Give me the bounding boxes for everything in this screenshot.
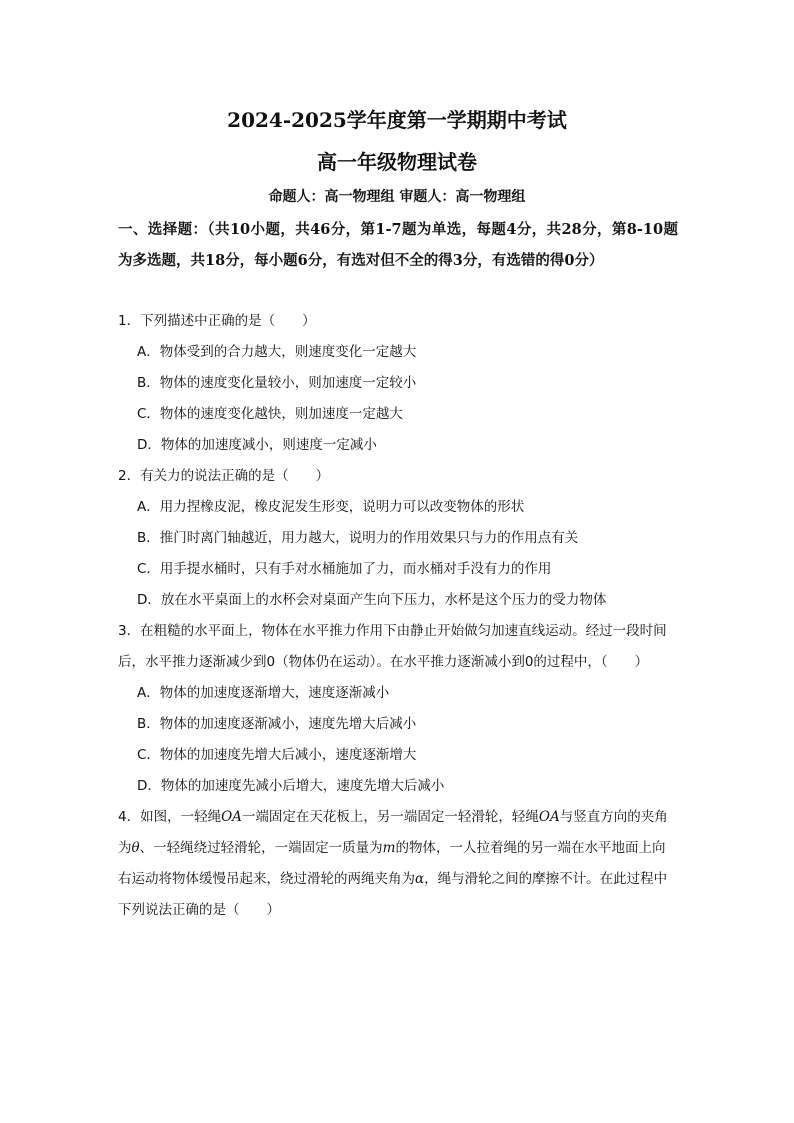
section-heading: 一、选择题：（共10小题，共46分，第1-7题为单选，每题4分，共28分，第8-10题为多选题，共18分，每小题6分，有选对但不全的得3分，有选错的得0分） (118, 221, 678, 269)
question-4-text: ，绳与滑轮之间的摩擦不计。在此过程中下列说法正确的是（ ） (118, 871, 668, 918)
question-2-option-d: D．放在水平桌面上的水杯会对桌面产生向下压力，水杯是这个压力的受力物体 (137, 592, 607, 608)
question-4-text: 的物体，一人拉着绳的另一端在水平地面上向右运动将物体缓慢吊起来，绕过滑轮的两绳夹角为 (118, 840, 666, 887)
exam-subtitle: 高一年级物理试卷 (317, 150, 477, 174)
question-3-option-d: D．物体的加速度先减小后增大，速度先增大后减小 (137, 778, 445, 794)
exam-title: 2024-2025学年度第一学期期中考试 (227, 108, 567, 132)
question-3-option-b: B．物体的加速度逐渐减小，速度先增大后减小 (137, 716, 417, 732)
question-2-option-b: B．推门时离门轴越近，用力越大，说明力的作用效果只与力的作用点有关 (137, 530, 579, 546)
rope-oa-symbol: OA (221, 809, 242, 825)
rope-oa-symbol: OA (538, 809, 560, 825)
question-4-text: 与竖直方向的夹角为 (118, 809, 668, 856)
exam-authors: 命题人：高一物理组 审题人：高一物理组 (268, 189, 526, 205)
question-4-stem (118, 802, 678, 926)
question-1-option-c: C．物体的速度变化越快，则加速度一定越大 (137, 406, 403, 422)
question-3-option-a: A．物体的加速度逐渐增大，速度逐渐减小 (137, 685, 390, 701)
question-1-option-d: D．物体的加速度减小，则速度一定减小 (137, 437, 377, 453)
question-2-stem: 2．有关力的说法正确的是（ ） (118, 468, 330, 484)
question-3-option-c: C．物体的加速度先增大后减小，速度逐渐增大 (137, 747, 417, 763)
theta-symbol: θ (131, 840, 140, 856)
question-3-stem: 3．在粗糙的水平面上，物体在水平推力作用下由静止开始做匀加速直线运动。经过一段时间后，水平推力逐渐减少到0（物体仍在运动）。在水平推力逐渐减小到0的过程中，（ ） (118, 623, 667, 670)
mass-symbol: m (382, 840, 396, 856)
alpha-symbol: α (415, 871, 425, 887)
question-1-stem: 1．下列描述中正确的是（ ） (118, 313, 316, 329)
question-4-text: 、一轻绳绕过轻滑轮，一端固定一质量为 (139, 840, 383, 856)
question-2-option-c: C．用手提水桶时，只有手对水桶施加了力，而水桶对手没有力的作用 (137, 561, 552, 577)
question-4-text: 4．如图，一轻绳 (118, 809, 222, 825)
question-1-option-b: B．物体的速度变化量较小，则加速度一定较小 (137, 375, 417, 391)
question-1-option-a: A．物体受到的合力越大，则速度变化一定越大 (137, 344, 417, 360)
question-4-text: 一端固定在天花板上，另一端固定一轻滑轮，轻绳 (241, 809, 539, 825)
question-2-option-a: A．用力捏橡皮泥，橡皮泥发生形变，说明力可以改变物体的形状 (137, 499, 525, 515)
